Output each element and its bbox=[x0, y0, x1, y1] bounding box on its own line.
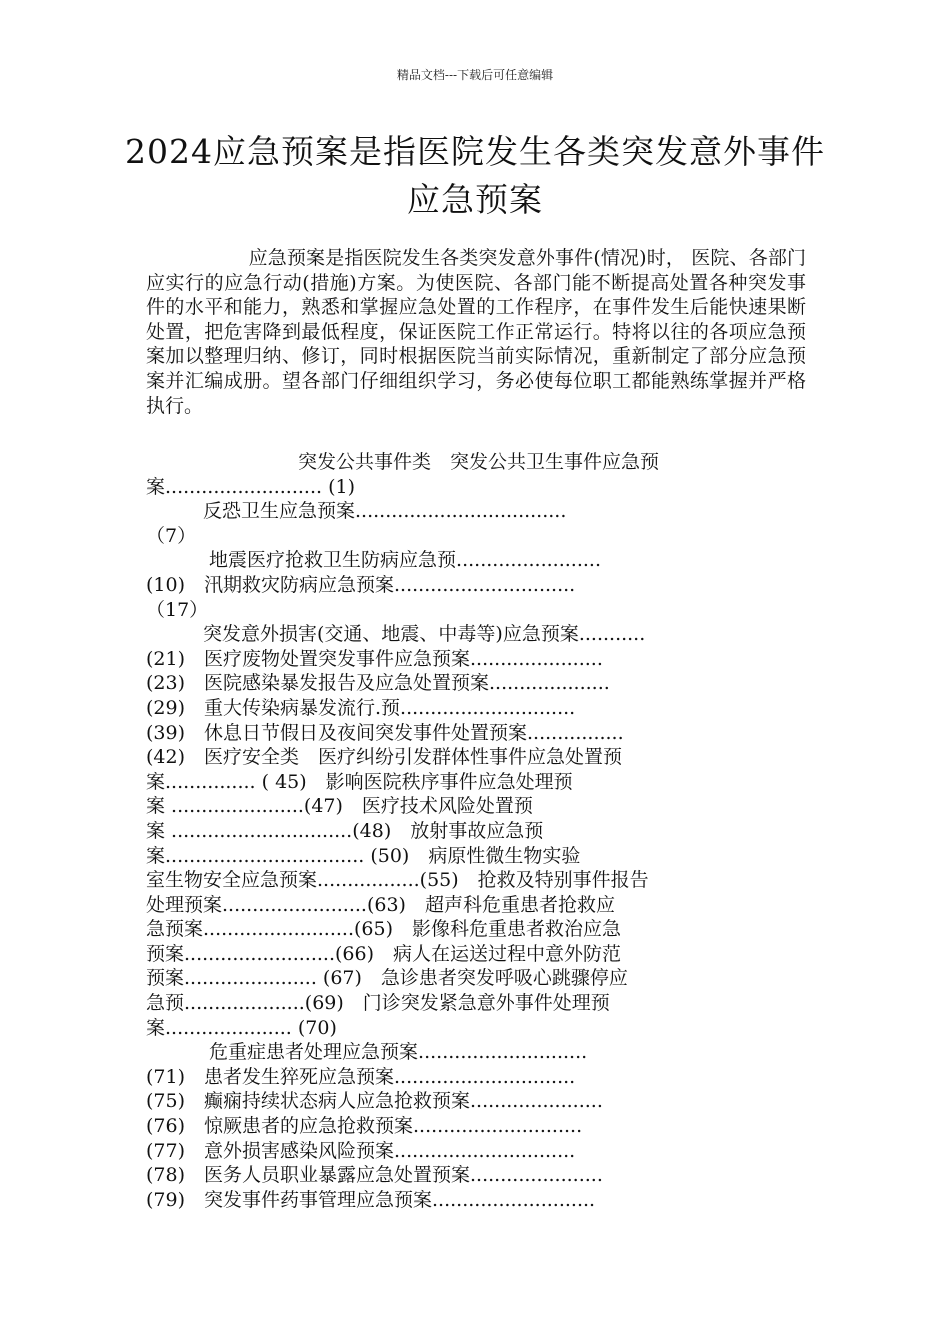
toc-line: (42) 医疗安全类 医疗纠纷引发群体性事件应急处置预 bbox=[146, 746, 623, 769]
toc-line: 地震医疗抢救卫生防病应急预........................ bbox=[146, 549, 601, 572]
document-body bbox=[146, 246, 806, 418]
toc-line: 反恐卫生应急预案................................... bbox=[146, 500, 567, 523]
toc-line: (76) 惊厥患者的应急抢救预案............................ bbox=[146, 1115, 583, 1138]
toc-line: 急预案.........................(65) 影像科危重患者救治应急 bbox=[146, 918, 621, 941]
toc-line: (29) 重大传染病暴发流行.预............................. bbox=[146, 696, 576, 719]
toc-line: (10) 汛期救灾防病应急预案.............................. bbox=[146, 573, 576, 596]
toc-line: 突发意外损害(交通、地震、中毒等)应急预案........... bbox=[146, 623, 646, 646]
document-title: 2024应急预案是指医院发生各类突发意外事件应急预案 bbox=[125, 132, 825, 219]
page-header: 精品文档---下载后可任意编辑 bbox=[396, 68, 554, 82]
toc-line: 室生物安全应急预案.................(55) 抢救及特别事件报告 bbox=[146, 869, 649, 892]
toc-line: (21) 医疗废物处置突发事件应急预案...................... bbox=[146, 647, 603, 670]
toc-line: 案 ..............................(48) 放射事故应急预 bbox=[146, 819, 544, 842]
toc-line: (39) 休息日节假日及夜间突发事件处置预案................ bbox=[146, 721, 624, 744]
toc-line: (71) 患者发生猝死应急预案.............................. bbox=[146, 1065, 576, 1088]
table-of-contents bbox=[146, 450, 806, 1212]
toc-line: 急预....................(69) 门诊突发紧急意外事件处理预 bbox=[146, 992, 610, 1015]
toc-line: (78) 医务人员职业暴露应急处置预案...................... bbox=[146, 1164, 603, 1187]
toc-line: 案............... ( 45) 影响医院秩序事件应急处理预 bbox=[146, 770, 573, 793]
toc-line: （17） bbox=[146, 598, 209, 621]
intro-paragraph: 应急预案是指医院发生各类突发意外事件(情况)时， 医院、各部门应实行的应急行动(措施)方案。为使医院、各部门能不断提高处置各种突发事件的水平和能力，熟悉和掌握应急处置的工作程序，在事件发生后能快速果断处置，把危害降到最低程度，保证医院工作正常运行。特将以往的各项应急预案加以整理归纳、修订，同时根据医院当前实际情况，重新制定了部分应急预案并汇编成册。望各部门仔细组织学习，务必使每位职工都能熟练掌握并严格执行。 bbox=[146, 247, 806, 417]
toc-line: 处理预案........................(63) 超声科危重患者抢救应 bbox=[146, 893, 615, 916]
toc-line: 案................................. (50) 病原性微生物实验 bbox=[146, 844, 581, 867]
toc-line: (79) 突发事件药事管理应急预案........................... bbox=[146, 1188, 596, 1211]
toc-line: （7） bbox=[146, 524, 197, 547]
toc-line: 案..................... (70) bbox=[146, 1016, 337, 1039]
toc-line: 突发公共事件类 突发公共卫生事件应急预 bbox=[146, 451, 660, 473]
toc-line: 案 ......................(47) 医疗技术风险处置预 bbox=[146, 795, 533, 818]
toc-line: 案.......................... (1) bbox=[146, 475, 355, 498]
toc-line: 危重症患者处理应急预案............................ bbox=[146, 1041, 588, 1064]
toc-line: (77) 意外损害感染风险预案.............................. bbox=[146, 1139, 576, 1162]
toc-line: (75) 癫痫持续状态病人应急抢救预案...................... bbox=[146, 1090, 603, 1113]
toc-line: 预案.........................(66) 病人在运送过程中意外防范 bbox=[146, 942, 621, 965]
toc-line: (23) 医院感染暴发报告及应急处置预案.................... bbox=[146, 672, 610, 695]
toc-line: 预案...................... (67) 急诊患者突发呼吸心跳骤停应 bbox=[146, 967, 628, 990]
